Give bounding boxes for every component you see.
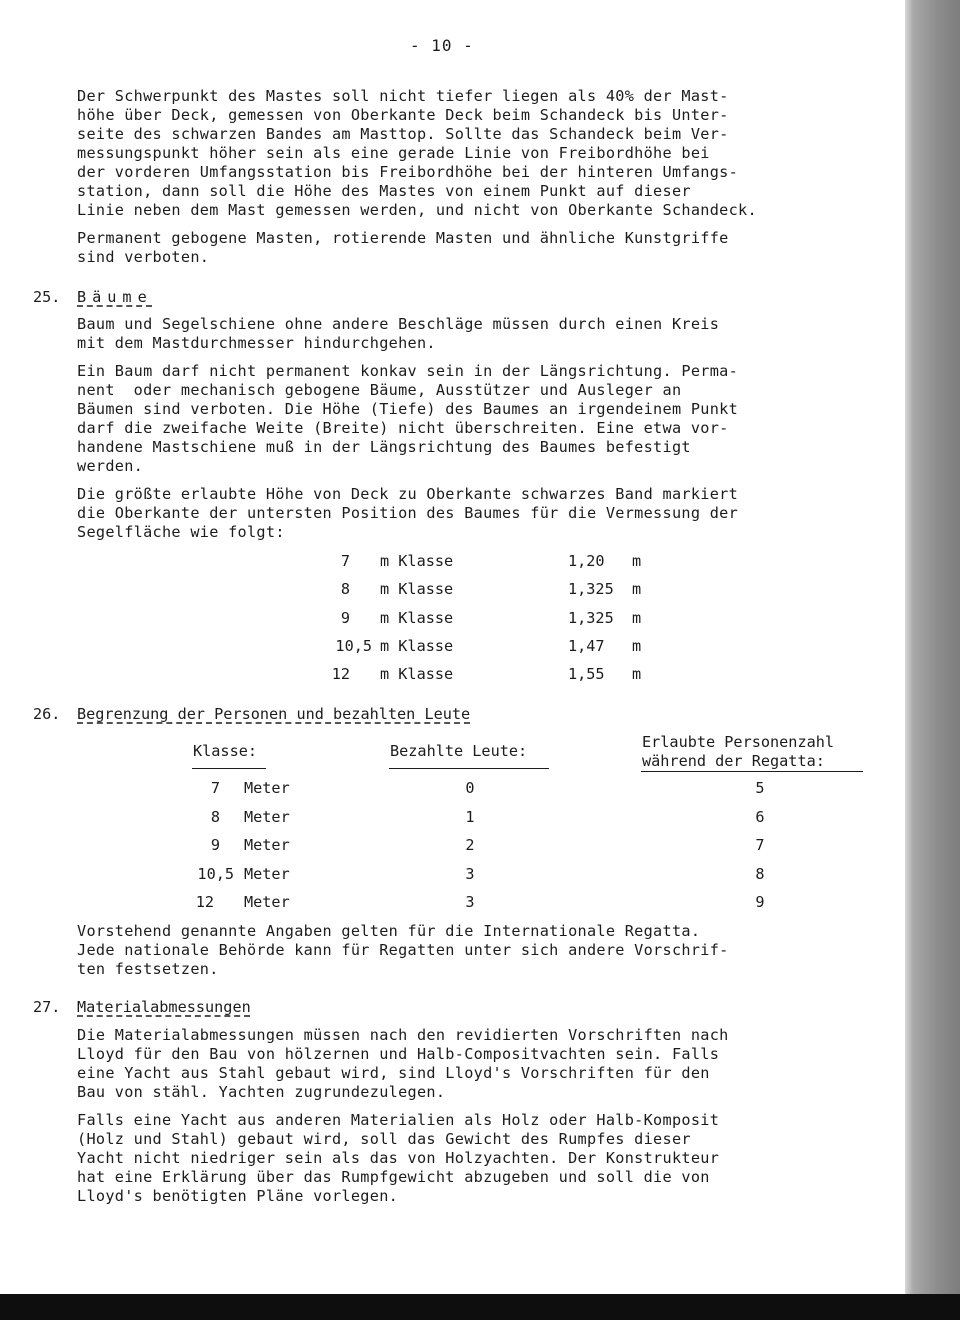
unit: m [632,580,642,598]
class-size: 12 [195,893,214,911]
column-header-personenzahl: während der Regatta: [642,752,825,770]
section-27-para2-line: Lloyd's benötigten Pläne vorlegen. [77,1187,399,1205]
section-25-para2-line: nent oder mechanisch gebogene Bäume, Ausstützer und Ausleger an [77,381,682,399]
section-27-para1-line: eine Yacht aus Stahl gebaut wird, sind Lloyd's Vorschriften für den [77,1064,710,1082]
section-27-heading: Materialabmessungen [77,998,251,1016]
class-size: 10,5 [335,637,372,655]
class-unit: Meter [244,836,290,854]
paid-people-count: 0 [465,779,475,797]
mast-paragraph2-line: sind verboten. [77,248,210,266]
section-25-para3-line: die Oberkante der untersten Position des Baumes für die Vermessung der [77,504,739,522]
section-27-para1-line: Lloyd für den Bau von hölzernen und Halb-Compositvachten sein. Falls [77,1045,720,1063]
section-25-para2-line: handene Mastschiene muß in der Längsrichtung des Baumes befestigt [77,438,691,456]
section-27-para1-line: Bau von stähl. Yachten zugrundezulegen. [77,1083,446,1101]
section-25-number: 25. [33,288,61,306]
class-size: 7 [340,552,350,570]
class-size: 8 [210,808,220,826]
section-27-number: 27. [33,998,61,1016]
section-27-para1-line: Die Materialabmessungen müssen nach den revidierten Vorschriften nach [77,1026,729,1044]
class-unit: Meter [244,808,290,826]
boom-height-value: 1,325 [568,580,614,598]
header-underline [192,768,266,769]
paid-people-count: 3 [465,893,475,911]
allowed-persons-count: 7 [755,836,765,854]
mast-paragraph-line: Der Schwerpunkt des Mastes soll nicht tiefer liegen als 40% der Mast- [77,87,729,105]
section-27-para2-line: Yacht nicht niedriger sein als das von Holzyachten. Der Konstrukteur [77,1149,720,1167]
section-26-number: 26. [33,705,61,723]
allowed-persons-count: 6 [755,808,765,826]
section-25-heading: Bäume [77,288,153,306]
column-header-klasse: Klasse: [193,742,258,760]
mast-paragraph2-line: Permanent gebogene Masten, rotierende Masten und ähnliche Kunstgriffe [77,229,729,247]
unit: m [632,637,642,655]
section-25-para3-line: Segelfläche wie folgt: [77,523,285,541]
allowed-persons-count: 5 [755,779,765,797]
mast-paragraph-line: der vorderen Umfangsstation bis Freibordhöhe bei der hinteren Umfangs- [77,163,739,181]
section-26-note-line: ten festsetzen. [77,960,219,978]
section-25-para1-line: Baum und Segelschiene ohne andere Beschläge müssen durch einen Kreis [77,315,720,333]
section-25-para3-line: Die größte erlaubte Höhe von Deck zu Oberkante schwarzes Band markiert [77,485,739,503]
section-25-para2-line: Ein Baum darf nicht permanent konkav sein in der Längsrichtung. Perma- [77,362,739,380]
mast-paragraph-line: messungspunkt höher sein als eine gerade Linie von Freibordhöhe bei [77,144,710,162]
section-25-para2-line: Bäumen sind verboten. Die Höhe (Tiefe) des Baumes an irgendeinem Punkt [77,400,739,418]
paid-people-count: 2 [465,836,475,854]
class-label: m Klasse [380,552,454,570]
unit: m [632,552,642,570]
section-25-para2-line: darf die zweifache Weite (Breite) nicht überschreiten. Eine etwa vor- [77,419,729,437]
paid-people-count: 3 [465,865,475,883]
class-size: 8 [340,580,350,598]
scan-bottom-border [0,1294,960,1320]
boom-height-value: 1,20 [568,552,605,570]
section-26-note-line: Vorstehend genannte Angaben gelten für die Internationale Regatta. [77,922,701,940]
section-25-para1-line: mit dem Mastdurchmesser hindurchgehen. [77,334,436,352]
column-header-bezahlte-leute: Bezahlte Leute: [390,742,528,760]
section-26-heading: Begrenzung der Personen und bezahlten Leute [77,705,471,723]
paid-people-count: 1 [465,808,475,826]
class-label: m Klasse [380,665,454,683]
class-unit: Meter [244,893,290,911]
class-size: 10,5 [197,865,234,883]
class-size: 9 [340,609,350,627]
class-unit: Meter [244,865,290,883]
boom-height-value: 1,47 [568,637,605,655]
mast-paragraph-line: Linie neben dem Mast gemessen werden, und nicht von Oberkante Schandeck. [77,201,757,219]
class-size: 9 [210,836,220,854]
class-unit: Meter [244,779,290,797]
page-edge-shadow [905,0,960,1320]
allowed-persons-count: 9 [755,893,765,911]
mast-paragraph-line: seite des schwarzen Bandes am Masttop. Sollte das Schandeck beim Ver- [77,125,729,143]
column-header-personenzahl: Erlaubte Personenzahl [642,733,835,751]
boom-height-value: 1,325 [568,609,614,627]
class-size: 12 [331,665,350,683]
header-underline [389,768,549,769]
class-label: m Klasse [380,580,454,598]
page-number: - 10 - [410,36,474,55]
section-27-para2-line: (Holz und Stahl) gebaut wird, soll das Gewicht des Rumpfes dieser [77,1130,691,1148]
section-27-para2-line: Falls eine Yacht aus anderen Materialien als Holz oder Halb-Komposit [77,1111,720,1129]
section-27-para2-line: hat eine Erklärung über das Rumpfgewicht abzugeben und soll die von [77,1168,710,1186]
section-25-para2-line: werden. [77,457,144,475]
class-size: 7 [210,779,220,797]
unit: m [632,609,642,627]
class-label: m Klasse [380,637,454,655]
mast-paragraph-line: höhe über Deck, gemessen von Oberkante Deck beim Schandeck bis Unter- [77,106,729,124]
mast-paragraph-line: station, dann soll die Höhe des Mastes von einem Punkt auf dieser [77,182,691,200]
allowed-persons-count: 8 [755,865,765,883]
boom-height-value: 1,55 [568,665,605,683]
unit: m [632,665,642,683]
class-label: m Klasse [380,609,454,627]
header-underline [641,771,863,772]
section-26-note-line: Jede nationale Behörde kann für Regatten unter sich andere Vorschrif- [77,941,729,959]
